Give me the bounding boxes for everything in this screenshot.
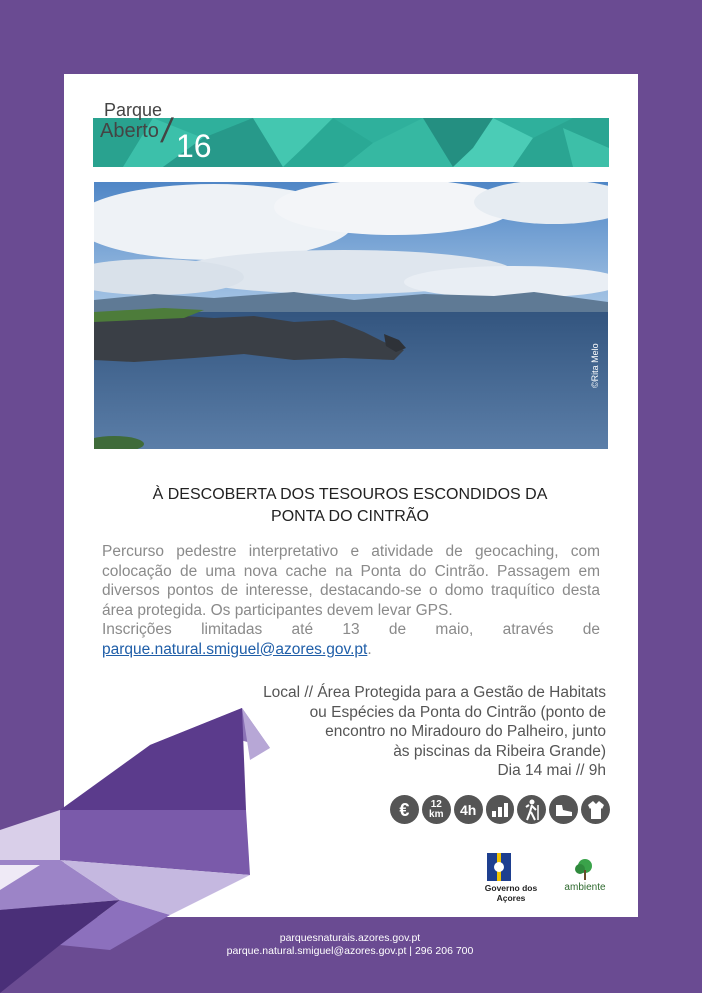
local-line1: Local // Área Protegida para a Gestão de Habitats (263, 684, 606, 701)
footer-contact: parque.natural.smiguel@azores.gov.pt | 296 206 700 (226, 945, 474, 957)
local-line2: ou Espécies da Ponta do Cintrão (ponto de (309, 703, 606, 721)
event-title-line1: À DESCOBERTA DOS TESOUROS ESCONDIDOS DA (152, 486, 548, 503)
brand-line2: Aberto (100, 120, 159, 142)
footer-website[interactable]: parquesnaturais.azores.gov.pt (279, 932, 421, 944)
ambiente-logo (560, 858, 610, 898)
description-text: Percurso pedestre interpretativo e atividade de geocaching, com colocação de uma nova cache na Ponta do Cintrão. Passagem em diversos pontos de interesse, destacando-se o domo traquítico desta área protegida. Os participantes devem levar GPS. (102, 543, 600, 619)
event-title (100, 484, 600, 528)
parque-aberto-logo (100, 98, 240, 168)
footer (200, 932, 500, 958)
local-line4: às piscinas da Ribeira Grande) (393, 742, 606, 760)
photo-credit: ©Rita Melo (590, 343, 600, 388)
registration-text: Inscrições limitadas até 13 de maio, através de (102, 621, 600, 638)
jacket-icon (581, 795, 610, 824)
difficulty-icon (486, 795, 515, 824)
hiker-icon (517, 795, 546, 824)
local-line3: encontro no Miradouro do Palheiro, junto (325, 723, 606, 740)
email-link[interactable]: parque.natural.smiguel@azores.gov.pt (102, 640, 368, 658)
governo-acores-logo (470, 853, 552, 903)
info-icons (390, 795, 610, 825)
boots-icon (549, 795, 578, 824)
coast-photo (94, 182, 608, 449)
distance-icon: 12 km (422, 795, 451, 824)
brand-line1: Parque (104, 100, 163, 120)
euro-icon: € (390, 795, 419, 824)
brand-slash: / (158, 112, 175, 150)
event-title-line2: PONTA DO CINTRÃO (271, 508, 429, 525)
duration-icon: 4h (454, 795, 483, 824)
governo-text: Governo dos Açores (484, 883, 538, 903)
event-description (102, 542, 600, 659)
brand-year: 16 (176, 128, 212, 164)
event-date: Dia 14 mai // 9h (497, 762, 606, 779)
ambiente-text: ambiente (564, 882, 606, 893)
email-suffix: . (367, 640, 372, 658)
